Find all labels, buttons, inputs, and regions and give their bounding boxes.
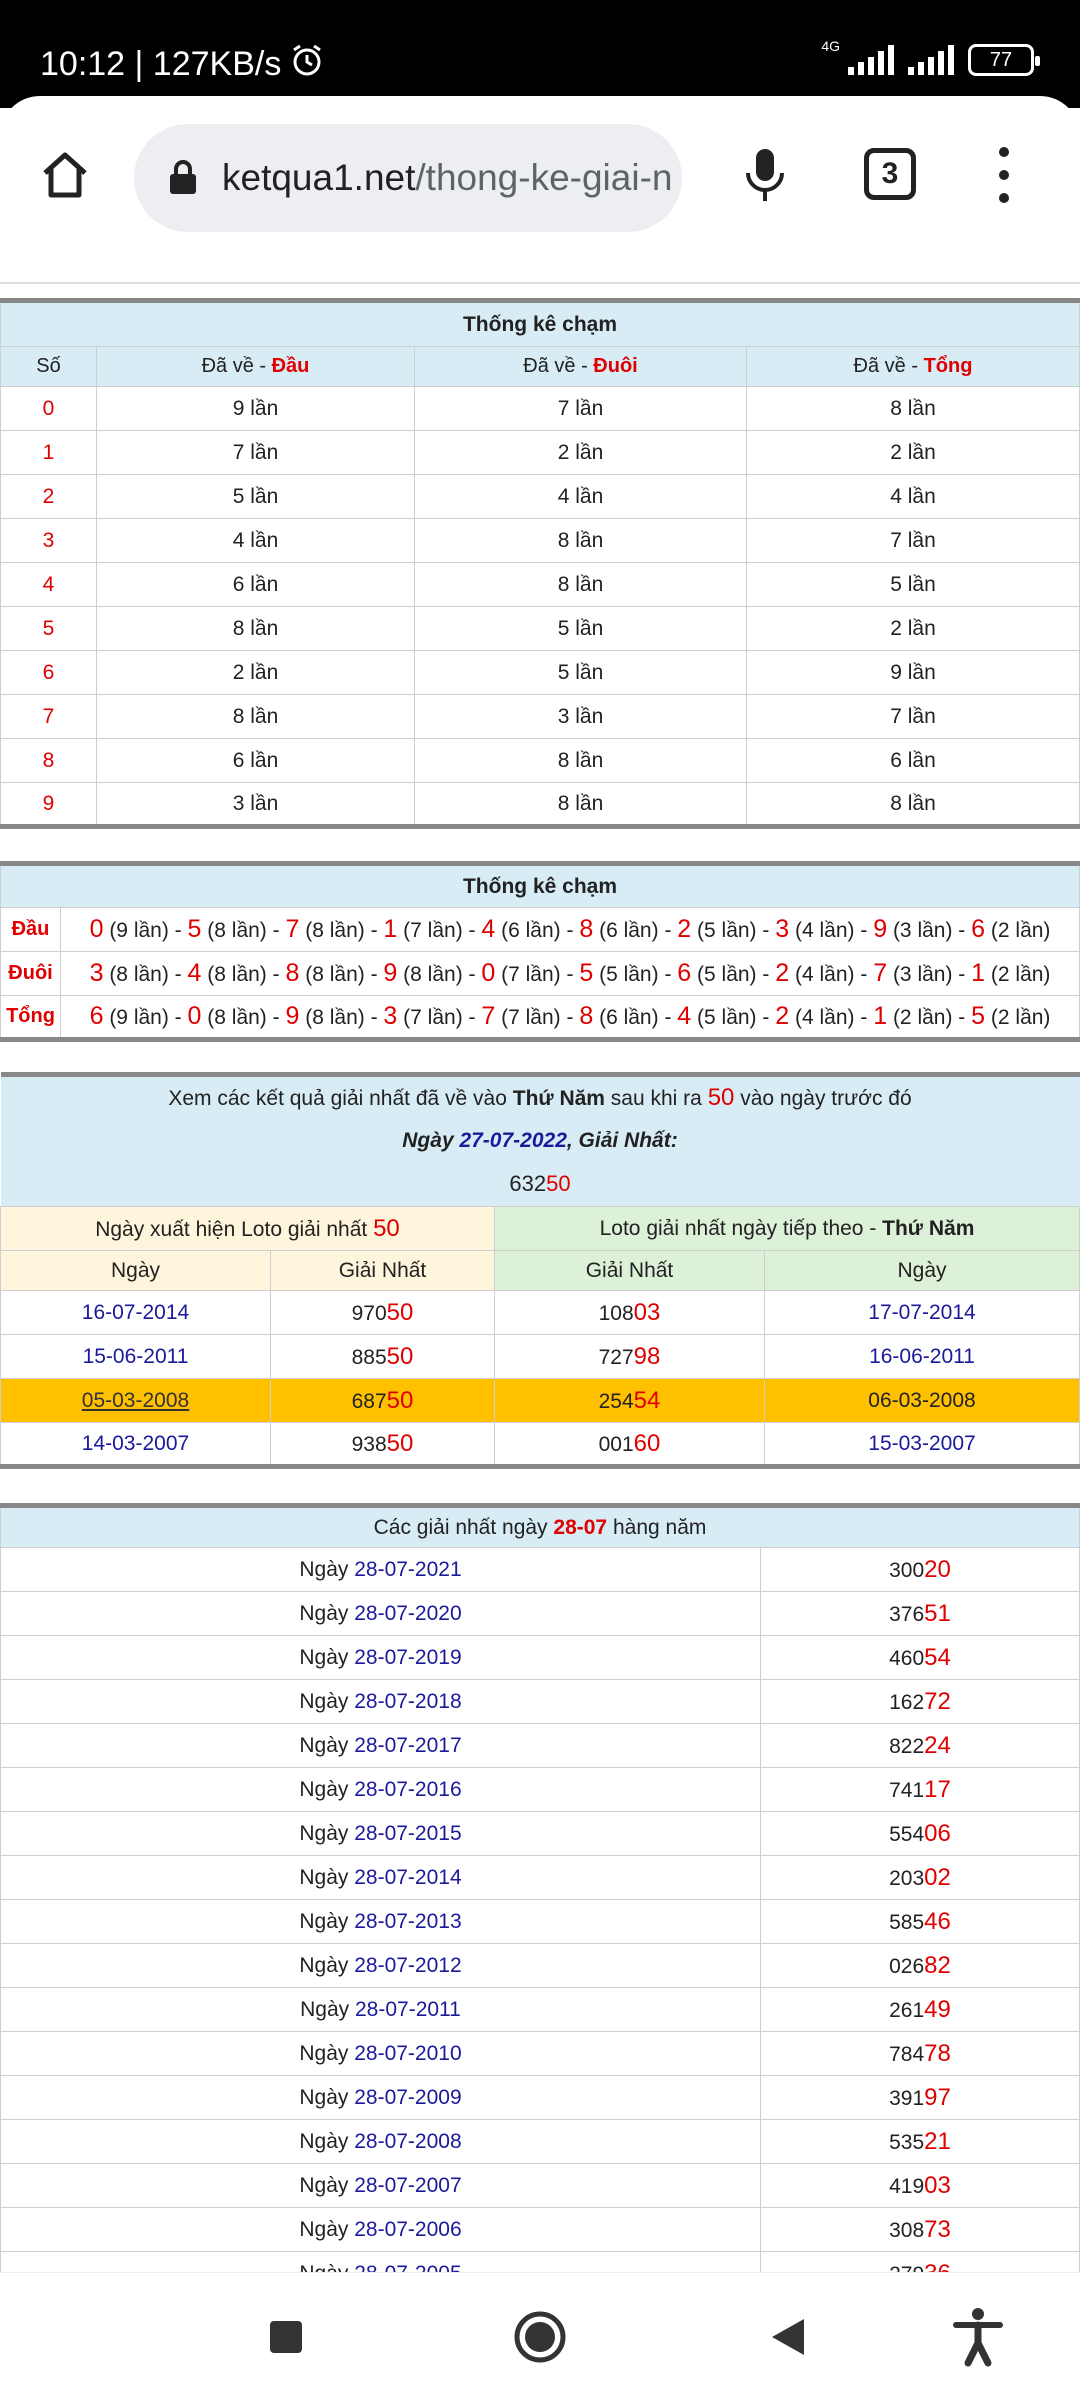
yearly-prize-cell: 16272 (761, 1680, 1080, 1724)
cell-tong: 5 lần (747, 563, 1080, 607)
col-tong: Đã về - Tổng (747, 347, 1080, 387)
cham-count: (8 lần) (403, 963, 463, 986)
cell-dau: 8 lần (97, 607, 415, 651)
next-date-link[interactable]: 15-03-2007 (765, 1423, 1080, 1467)
status-bar (0, 0, 1080, 108)
cell-duoi: 8 lần (415, 519, 747, 563)
circle-icon (512, 2309, 568, 2365)
cham-count: (8 lần) (207, 1006, 267, 1029)
cell-dau: 6 lần (97, 739, 415, 783)
url-host: ketqua1.net (222, 157, 416, 198)
cham-count: (4 lần) (794, 963, 855, 986)
date-link[interactable]: 14-03-2007 (1, 1423, 271, 1467)
yearly-date-cell: Ngày 28-07-2013 (1, 1900, 761, 1944)
table-row (1, 1592, 1080, 1636)
cham-digit: 5 (187, 915, 202, 943)
yearly-prize-cell: 02682 (761, 1944, 1080, 1988)
yearly-date-link[interactable]: 28-07-2018 (354, 1689, 462, 1713)
network-type: 4G (821, 38, 840, 54)
col-ngay-left: Ngày (1, 1251, 271, 1291)
yearly-date-cell: Ngày 28-07-2006 (1, 2208, 761, 2252)
cell-duoi: 8 lần (415, 563, 747, 607)
cham-digit: 1 (873, 1002, 888, 1030)
cham-table-title: Thống kê chạm (1, 301, 1080, 347)
cell-tong: 4 lần (747, 475, 1080, 519)
status-right (821, 38, 1034, 76)
yearly-prize-cell: 78478 (761, 2032, 1080, 2076)
back-triangle-icon (768, 2315, 808, 2359)
table-row (1, 739, 1080, 783)
cham-count: (6 lần) (599, 919, 659, 942)
cham-digit: 1 (383, 915, 398, 943)
cell-so: 6 (1, 651, 97, 695)
yearly-date-link[interactable]: 28-07-2012 (354, 1953, 462, 1977)
cham-digit: 9 (873, 915, 888, 943)
cham-digit: 7 (873, 959, 888, 987)
table-row (1, 2076, 1080, 2120)
table-row (1, 1944, 1080, 1988)
table-row (1, 651, 1080, 695)
yearly-prize-cell: 26149 (761, 1988, 1080, 2032)
cell-so: 2 (1, 475, 97, 519)
cell-duoi: 8 lần (415, 739, 747, 783)
cell-tong: 9 lần (747, 651, 1080, 695)
accessibility-button[interactable] (946, 2305, 1010, 2369)
row-label: Đầu (1, 908, 61, 952)
yearly-date-link[interactable]: 28-07-2013 (354, 1909, 462, 1933)
cell-tong: 8 lần (747, 387, 1080, 431)
table-row (1, 431, 1080, 475)
browser-toolbar (0, 96, 1080, 256)
table-row (1, 2208, 1080, 2252)
table-row (1, 1812, 1080, 1856)
table-row (1, 519, 1080, 563)
cell-duoi: 3 lần (415, 695, 747, 739)
more-menu-button[interactable] (984, 140, 1024, 210)
next-day-intro: Xem các kết quả giải nhất đã về vào Thứ Năm sau khi ra 50 vào ngày trước đó (1, 1075, 1080, 1119)
yearly-prize-cell: 39197 (761, 2076, 1080, 2120)
cham-digit: 8 (285, 959, 300, 987)
table-row (1, 2032, 1080, 2076)
yearly-date-link[interactable]: 28-07-2014 (354, 1865, 462, 1889)
yearly-date-link[interactable]: 28-07-2017 (354, 1733, 462, 1757)
table-row (1, 607, 1080, 651)
cham-count: (6 lần) (501, 919, 561, 942)
cham-digit: 2 (775, 959, 790, 987)
table-row (1, 563, 1080, 607)
alarm-icon (289, 42, 325, 87)
table-row (1, 1768, 1080, 1812)
row-label: Tổng (1, 996, 61, 1040)
cell-dau: 3 lần (97, 783, 415, 827)
cham-count: (5 lần) (697, 919, 757, 942)
yearly-date-cell: Ngày 28-07-2009 (1, 2076, 761, 2120)
home-icon (37, 147, 93, 203)
cham-count: (7 lần) (403, 919, 463, 942)
cham-count: (8 lần) (109, 963, 169, 986)
yearly-prize-cell: 82224 (761, 1724, 1080, 1768)
cell-duoi: 8 lần (415, 783, 747, 827)
right-group-header: Loto giải nhất ngày tiếp theo - Thứ Năm (495, 1207, 1080, 1251)
cham-digit: 2 (775, 1002, 790, 1030)
cham-digit: 6 (677, 959, 692, 987)
cham-digit: 4 (677, 1002, 692, 1030)
cham-count: (2 lần) (990, 963, 1051, 986)
cham-sequence: 0 (9 lần) - 5 (8 lần) - 7 (8 lần) - 1 (7 lần) - 4 (6 lần) - 8 (6 lần) - 2 (5 lần) - 3 (4 lần) - 9 (3 lần) - 6 (2 lần) (61, 908, 1080, 952)
yearly-table (0, 1503, 1080, 2296)
date-link[interactable]: 05-03-2008 (1, 1379, 271, 1423)
yearly-prize-cell: 30873 (761, 2208, 1080, 2252)
yearly-prize-cell: 20302 (761, 1856, 1080, 1900)
cell-tong: 6 lần (747, 739, 1080, 783)
cell-duoi: 2 lần (415, 431, 747, 475)
cham-count: (5 lần) (599, 963, 659, 986)
cham-digit: 5 (579, 959, 594, 987)
col-giai-left: Giải Nhất (271, 1251, 495, 1291)
lock-icon (168, 160, 198, 196)
cell-dau: 4 lần (97, 519, 415, 563)
next-day-date-line: Ngày 27-07-2022, Giải Nhất: (1, 1119, 1080, 1163)
yearly-date-cell: Ngày 28-07-2010 (1, 2032, 761, 2076)
cell-so: 4 (1, 563, 97, 607)
col-duoi: Đã về - Đuôi (415, 347, 747, 387)
cell-dau: 8 lần (97, 695, 415, 739)
table-row (1, 1680, 1080, 1724)
prize-cell: 88550 (271, 1335, 495, 1379)
cham-count: (7 lần) (501, 963, 561, 986)
cham-digit: 7 (285, 915, 300, 943)
yearly-prize-cell: 74117 (761, 1768, 1080, 1812)
battery-icon: 77 (968, 44, 1034, 76)
cell-so: 1 (1, 431, 97, 475)
next-day-prize: 63250 (1, 1163, 1080, 1207)
accessibility-icon (952, 2307, 1004, 2367)
yearly-prize-cell: 55406 (761, 1812, 1080, 1856)
cell-duoi: 7 lần (415, 387, 747, 431)
square-icon (268, 2319, 304, 2355)
date-link[interactable]: 15-06-2011 (1, 1335, 271, 1379)
url-text (222, 157, 672, 199)
cell-so: 3 (1, 519, 97, 563)
cham-count: (2 lần) (892, 1006, 953, 1029)
cham-count: (6 lần) (599, 1006, 659, 1029)
next-date-link[interactable]: 16-06-2011 (765, 1335, 1080, 1379)
cham-digit: 9 (383, 959, 398, 987)
yearly-prize-cell: 41903 (761, 2164, 1080, 2208)
yearly-date-link[interactable]: 28-07-2020 (354, 1601, 462, 1625)
cham-summary-title: Thống kê chạm (1, 864, 1080, 908)
signal-icon (908, 45, 954, 75)
voice-search-button[interactable] (730, 140, 800, 210)
cell-duoi: 4 lần (415, 475, 747, 519)
cham-digit: 9 (285, 1002, 300, 1030)
cham-count: (8 lần) (305, 919, 365, 942)
cell-so: 7 (1, 695, 97, 739)
cham-count: (2 lần) (990, 1006, 1051, 1029)
cham-count: (4 lần) (794, 1006, 855, 1029)
yearly-date-link[interactable]: 28-07-2019 (354, 1645, 462, 1669)
yearly-date-cell: Ngày 28-07-2019 (1, 1636, 761, 1680)
table-row (1, 1335, 1080, 1379)
cham-digit: 0 (89, 915, 104, 943)
cham-count: (8 lần) (207, 963, 267, 986)
cham-digit: 0 (187, 1002, 202, 1030)
cham-count: (4 lần) (794, 919, 855, 942)
cell-tong: 7 lần (747, 519, 1080, 563)
table-row (1, 1856, 1080, 1900)
status-time-speed: 10:12 | 127KB/s (40, 45, 282, 83)
yearly-date-cell: Ngày 28-07-2014 (1, 1856, 761, 1900)
table-row (1, 1724, 1080, 1768)
yearly-date-cell: Ngày 28-07-2011 (1, 1988, 761, 2032)
cell-so: 5 (1, 607, 97, 651)
yearly-date-cell: Ngày 28-07-2015 (1, 1812, 761, 1856)
cell-so: 9 (1, 783, 97, 827)
prize-cell: 97050 (271, 1291, 495, 1335)
cham-count: (9 lần) (109, 1006, 169, 1029)
table-row (1, 908, 1080, 952)
table-row (1, 2164, 1080, 2208)
cham-count: (5 lần) (697, 1006, 757, 1029)
cell-so: 8 (1, 739, 97, 783)
yearly-date-link[interactable]: 28-07-2006 (354, 2217, 462, 2241)
yearly-date-cell: Ngày 28-07-2007 (1, 2164, 761, 2208)
table-row (1, 1900, 1080, 1944)
prize-cell: 93850 (271, 1423, 495, 1467)
cham-count: (7 lần) (501, 1006, 561, 1029)
cham-count: (3 lần) (892, 963, 953, 986)
cham-digit: 4 (187, 959, 202, 987)
next-date-link[interactable]: 06-03-2008 (765, 1379, 1080, 1423)
date-link[interactable]: 16-07-2014 (1, 1291, 271, 1335)
yearly-prize-cell: 58546 (761, 1900, 1080, 1944)
yearly-prize-cell: 46054 (761, 1636, 1080, 1680)
cham-table (0, 298, 1080, 829)
cell-duoi: 5 lần (415, 651, 747, 695)
cham-count: (8 lần) (305, 1006, 365, 1029)
cham-digit: 6 (971, 915, 986, 943)
left-group-header: Ngày xuất hiện Loto giải nhất 50 (1, 1207, 495, 1251)
cham-summary-table (0, 861, 1080, 1042)
cham-digit: 6 (89, 1002, 104, 1030)
cham-digit: 5 (971, 1002, 986, 1030)
yearly-date-link[interactable]: 28-07-2021 (354, 1557, 462, 1581)
col-dau: Đã về - Đầu (97, 347, 415, 387)
table-row (1, 695, 1080, 739)
table-row (1, 2120, 1080, 2164)
yearly-prize-cell: 37651 (761, 1592, 1080, 1636)
table-row (1, 1548, 1080, 1592)
yearly-prize-cell: 53521 (761, 2120, 1080, 2164)
address-bar[interactable] (134, 124, 682, 232)
yearly-date-cell: Ngày 28-07-2017 (1, 1724, 761, 1768)
home-nav-button[interactable] (508, 2305, 572, 2369)
cham-count: (8 lần) (207, 919, 267, 942)
table-row (1, 952, 1080, 996)
next-date-link[interactable]: 17-07-2014 (765, 1291, 1080, 1335)
cell-dau: 7 lần (97, 431, 415, 475)
cham-count: (3 lần) (892, 919, 953, 942)
cham-count: (2 lần) (990, 919, 1051, 942)
cell-dau: 5 lần (97, 475, 415, 519)
yearly-date-cell: Ngày 28-07-2012 (1, 1944, 761, 1988)
col-giai-right: Giải Nhất (495, 1251, 765, 1291)
cham-count: (7 lần) (403, 1006, 463, 1029)
yearly-date-cell: Ngày 28-07-2008 (1, 2120, 761, 2164)
next-day-table (0, 1072, 1080, 1469)
cham-digit: 3 (383, 1002, 398, 1030)
cham-digit: 8 (579, 915, 594, 943)
col-ngay-right: Ngày (765, 1251, 1080, 1291)
cell-tong: 2 lần (747, 431, 1080, 475)
yearly-date-link[interactable]: 28-07-2008 (354, 2129, 462, 2153)
cham-digit: 8 (579, 1002, 594, 1030)
table-row (1, 1291, 1080, 1335)
cham-sequence: 3 (8 lần) - 4 (8 lần) - 8 (8 lần) - 9 (8 lần) - 0 (7 lần) - 5 (5 lần) - 6 (5 lần) - 2 (4 lần) - 7 (3 lần) - 1 (2 lần) (61, 952, 1080, 996)
cham-digit: 3 (775, 915, 790, 943)
yearly-date-link[interactable]: 28-07-2007 (354, 2173, 462, 2197)
cham-count: (9 lần) (109, 919, 169, 942)
cham-digit: 1 (971, 959, 986, 987)
table-row (1, 1636, 1080, 1680)
table-row (1, 783, 1080, 827)
cham-digit: 4 (481, 915, 496, 943)
system-nav-bar (0, 2272, 1080, 2400)
cell-tong: 8 lần (747, 783, 1080, 827)
prize-cell: 68750 (271, 1379, 495, 1423)
cham-digit: 0 (481, 959, 496, 987)
recents-button[interactable] (254, 2305, 318, 2369)
status-left (40, 42, 325, 87)
cell-so: 0 (1, 387, 97, 431)
cham-sequence: 6 (9 lần) - 0 (8 lần) - 9 (8 lần) - 3 (7 lần) - 7 (7 lần) - 8 (6 lần) - 4 (5 lần) - 2 (4 lần) - 1 (2 lần) - 5 (2 lần) (61, 996, 1080, 1040)
cell-duoi: 5 lần (415, 607, 747, 651)
yearly-prize-cell: 30020 (761, 1548, 1080, 1592)
yearly-date-cell: Ngày 28-07-2020 (1, 1592, 761, 1636)
cham-digit: 3 (89, 959, 104, 987)
table-row (1, 1379, 1080, 1423)
yearly-date-link[interactable]: 28-07-2009 (354, 2085, 462, 2109)
next-prize-cell: 10803 (495, 1291, 765, 1335)
yearly-title: Các giải nhất ngày 28-07 hàng năm (1, 1506, 1080, 1548)
home-button[interactable] (30, 140, 100, 210)
yearly-date-link[interactable]: 28-07-2010 (354, 2041, 462, 2065)
yearly-date-cell: Ngày 28-07-2016 (1, 1768, 761, 1812)
tab-switcher-button[interactable]: 3 (864, 148, 916, 200)
row-label: Đuôi (1, 952, 61, 996)
table-row (1, 387, 1080, 431)
yearly-date-link[interactable]: 28-07-2015 (354, 1821, 462, 1845)
microphone-icon (743, 145, 787, 205)
cham-count: (5 lần) (697, 963, 757, 986)
yearly-date-link[interactable]: 28-07-2011 (354, 1997, 461, 2021)
cham-digit: 7 (481, 1002, 496, 1030)
page-content (0, 256, 1080, 2272)
col-so: Số (1, 347, 97, 387)
yearly-date-cell: Ngày 28-07-2018 (1, 1680, 761, 1724)
cell-dau: 9 lần (97, 387, 415, 431)
cham-count: (8 lần) (305, 963, 365, 986)
url-path: /thong-ke-giai-n (415, 157, 673, 198)
cell-tong: 2 lần (747, 607, 1080, 651)
next-prize-cell: 72798 (495, 1335, 765, 1379)
next-prize-cell: 00160 (495, 1423, 765, 1467)
table-row (1, 1423, 1080, 1467)
cell-tong: 7 lần (747, 695, 1080, 739)
cell-dau: 2 lần (97, 651, 415, 695)
cell-dau: 6 lần (97, 563, 415, 607)
yearly-date-link[interactable]: 28-07-2016 (354, 1777, 462, 1801)
table-row (1, 1988, 1080, 2032)
yearly-date-cell: Ngày 28-07-2021 (1, 1548, 761, 1592)
cham-digit: 2 (677, 915, 692, 943)
table-row (1, 996, 1080, 1040)
signal-4g-icon (848, 45, 894, 75)
next-prize-cell: 25454 (495, 1379, 765, 1423)
table-row (1, 475, 1080, 519)
back-button[interactable] (756, 2305, 820, 2369)
